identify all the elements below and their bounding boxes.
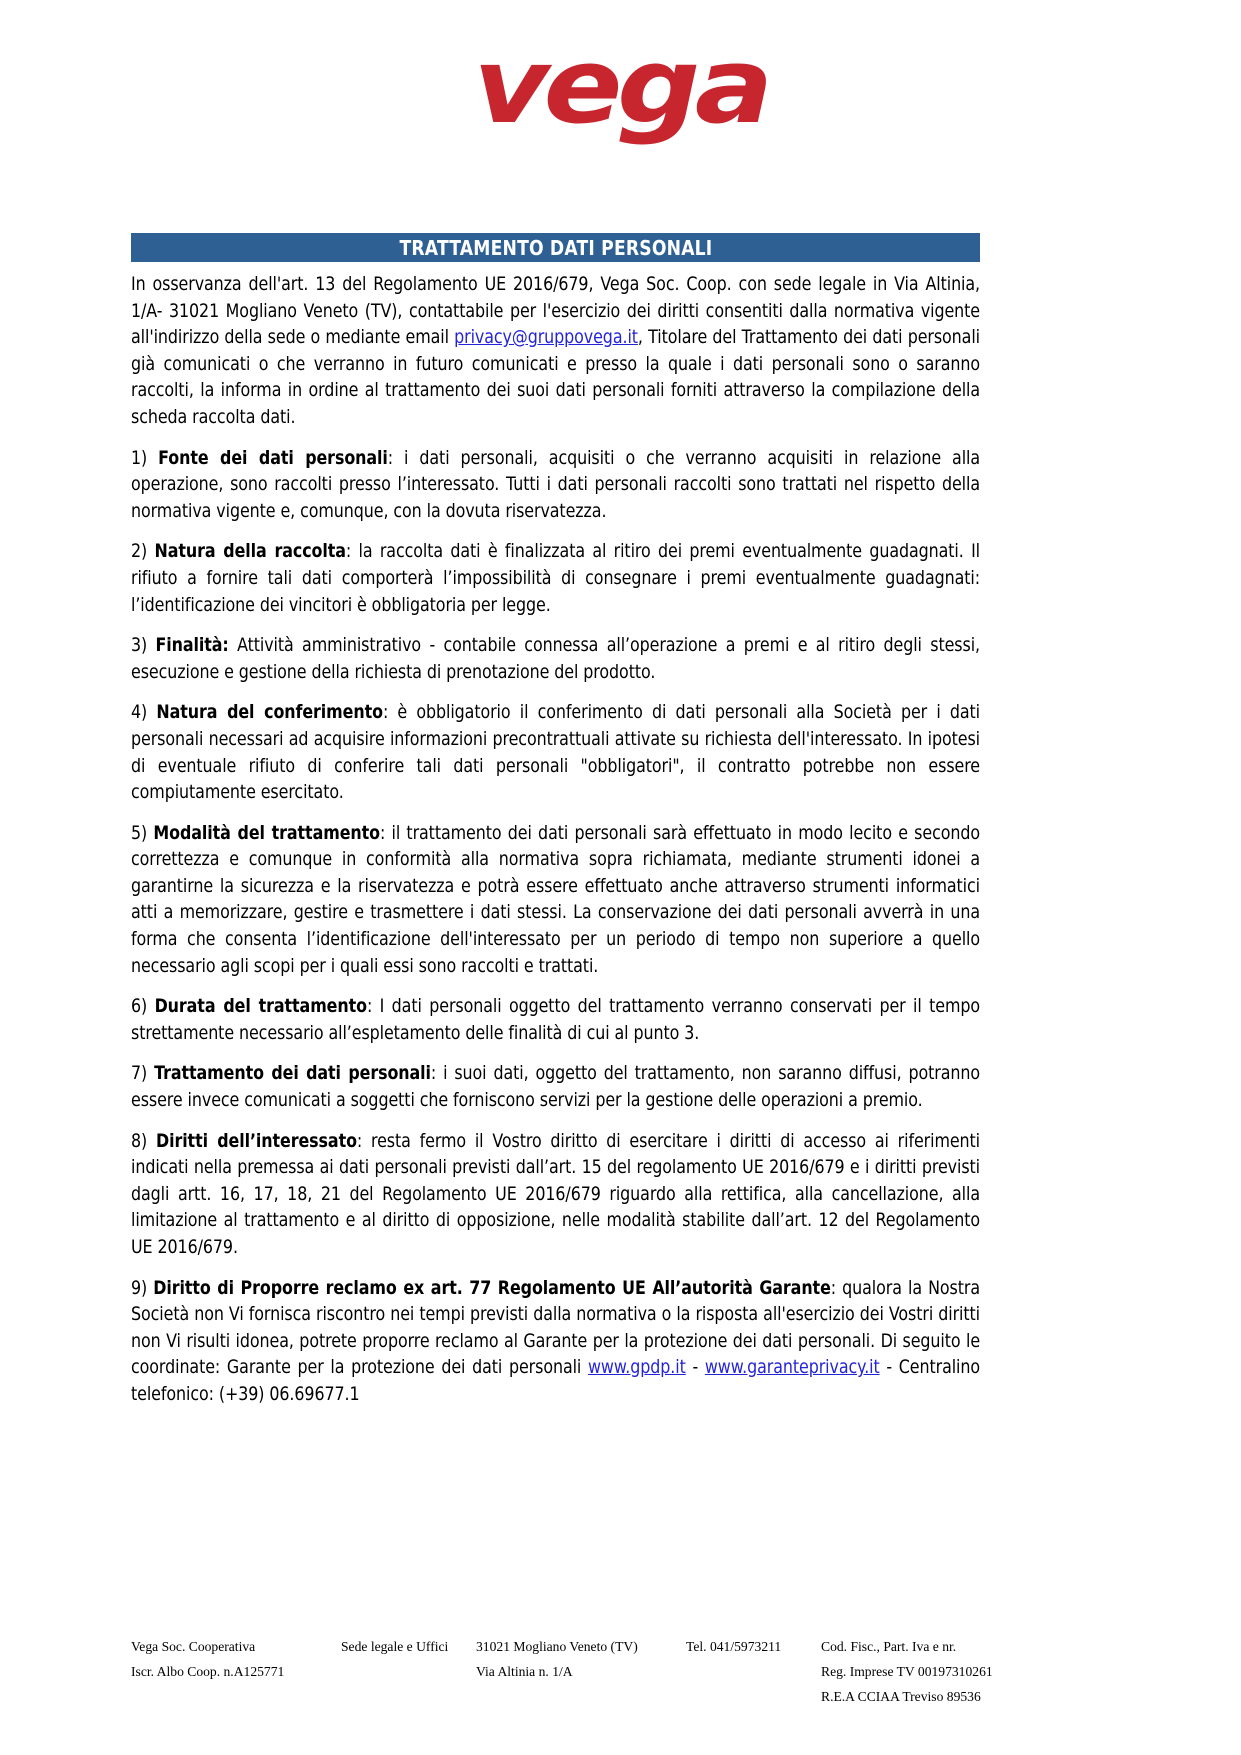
paragraph-2-number: 2) (131, 541, 155, 563)
document-footer (131, 1634, 1131, 1709)
paragraph-2-heading: Natura della raccolta (154, 541, 346, 563)
paragraph-3-heading: Finalità: (155, 635, 229, 657)
paragraph-4 (131, 700, 980, 806)
paragraph-7-heading: Trattamento dei dati personali (154, 1063, 431, 1085)
paragraph-9-number: 9) (131, 1277, 154, 1299)
paragraph-9 (131, 1276, 980, 1409)
footer-cell-street: Via Altinia n. 1/A (476, 1664, 573, 1679)
footer-cell-empty (341, 1684, 476, 1709)
footer-cell-phone: Tel. 041/5973211 (686, 1639, 782, 1654)
paragraph-8 (131, 1129, 980, 1262)
footer-cell-empty (341, 1659, 476, 1684)
document-title-banner (131, 233, 980, 262)
paragraph-7 (131, 1061, 980, 1114)
paragraph-4-heading: Natura del conferimento (156, 702, 383, 724)
footer-row (131, 1684, 1131, 1709)
paragraph-3-text: Attività amministrativo - contabile connessa all’operazione a premi e al ritiro degli stessi, esecuzione e gestione della richiesta di prenotazione del prodotto. (131, 635, 981, 683)
footer-cell-city: 31021 Mogliano Veneto (TV) (476, 1639, 638, 1654)
paragraph-5 (131, 821, 980, 981)
paragraph-intro (131, 272, 980, 432)
paragraph-8-heading: Diritti dell’interessato (155, 1130, 357, 1152)
footer-cell-empty (686, 1684, 821, 1709)
logo-wordmark: vega (473, 25, 768, 147)
paragraph-3 (131, 633, 980, 686)
paragraph-2 (131, 539, 980, 619)
paragraph-5-number: 5) (131, 822, 154, 844)
paragraph-4-number: 4) (131, 702, 157, 724)
paragraph-1 (131, 446, 980, 526)
paragraph-9-text-part1: : qualora la Nostra Società non Vi fornisca riscontro nei tempi previsti dalla normativa o la risposta all'esercizio dei Vostri diritti non Vi risulti idonea, potrete proporre reclamo al Garante per la protezione dei dati personali. Di seguito le coordinate: Garante per la protezione dei dati personali (131, 1277, 981, 1379)
paragraph-8-number: 8) (131, 1130, 156, 1152)
paragraph-6-text: : I dati personali oggetto del trattamento verranno conservati per il tempo strettamente necessario all’espletamento delle finalità di cui al punto 3. (131, 996, 981, 1044)
footer-row (131, 1659, 1131, 1684)
footer-cell-vat-label: Cod. Fisc., Part. Iva e nr. (821, 1639, 957, 1654)
footer-row (131, 1634, 1131, 1659)
page-title: TRATTAMENTO DATI PERSONALI (399, 235, 712, 260)
paragraph-1-text: : i dati personali, acquisiti o che verranno acquisiti in relazione alla operazione, sono raccolti presso l’interessato. Tutti i dati personali raccolti sono trattati nel rispetto della normativa vigente e, comunque, con la dovuta riservatezza. (131, 447, 981, 522)
paragraph-9-separator: - (685, 1357, 705, 1379)
garanteprivacy-link[interactable]: www.garanteprivacy.it (704, 1357, 880, 1379)
intro-text-part1: In osservanza dell'art. 13 del Regolamento UE 2016/679, Vega Soc. Coop. con sede legale in Via Altinia, 1/A- 31021 Mogliano Veneto (TV), contattabile per l'esercizio dei diritti consentiti dalla normativa vigente all'indirizzo della sede o mediante email (131, 274, 981, 349)
paragraph-3-number: 3) (131, 635, 156, 657)
footer-cell-empty (476, 1684, 686, 1709)
footer-cell-company-name: Vega Soc. Cooperativa (131, 1639, 256, 1654)
paragraph-9-text-part2: - Centralino telefonico: (+39) 06.69677.1 (131, 1357, 981, 1405)
paragraph-6-heading: Durata del trattamento (154, 996, 367, 1018)
privacy-email-link[interactable]: privacy@gruppovega.it (454, 327, 638, 349)
footer-cell-rea: R.E.A CCIAA Treviso 89536 (821, 1689, 981, 1704)
footer-cell-empty (686, 1659, 821, 1684)
footer-cell-offices-label: Sede legale e Uffici (341, 1639, 449, 1654)
gpdp-link[interactable]: www.gpdp.it (588, 1357, 686, 1379)
paragraph-8-text: : resta fermo il Vostro diritto di esercitare i diritti di accesso ai riferimenti indicati nella premessa ai dati personali previsti dall’art. 15 del regolamento UE 2016/679 e i diritti previsti dagli artt. 16, 17, 18, 21 del Regolamento UE 2016/679 riguardo alla rettifica, alla cancellazione, alla limitazione al trattamento e al diritto di opposizione, nelle modalità stabilite dall’art. 12 del Regolamento UE 2016/679. (131, 1130, 981, 1258)
footer-cell-empty (131, 1684, 341, 1709)
document-body (131, 272, 980, 1409)
footer-cell-coop-register: Iscr. Albo Coop. n.A125771 (131, 1664, 285, 1679)
paragraph-1-heading: Fonte dei dati personali (158, 447, 388, 469)
paragraph-7-text: : i suoi dati, oggetto del trattamento, non saranno diffusi, potranno essere invece comunicati a soggetti che forniscono servizi per la gestione delle operazioni a premio. (131, 1063, 981, 1112)
company-logo (0, 25, 1241, 147)
paragraph-4-text: : è obbligatorio il conferimento di dati personali alla Società per i dati personali necessari ad acquisire informazioni precontrattuali attivate su richiesta dell'interessato. In ipotesi di eventuale rifiuto di conferire tali dati personali "obbligatori", il contratto potrebbe non essere compiutamente esercitato. (131, 702, 981, 804)
intro-text-part2: , Titolare del Trattamento dei dati personali già comunicati o che verranno in futuro comunicati e presso la quale i dati personali sono o saranno raccolti, la informa in ordine al trattamento dei suoi dati personali forniti attraverso la compilazione della scheda raccolta dati. (131, 327, 981, 428)
paragraph-5-heading: Modalità del trattamento (153, 822, 380, 844)
paragraph-1-number: 1) (131, 447, 159, 469)
footer-table (131, 1634, 1131, 1709)
paragraph-5-text: : il trattamento dei dati personali sarà effettuato in modo lecito e secondo correttezza e comunque in conformità alla normativa sopra richiamata, mediante strumenti idonei a garantirne la sicurezza e la riservatezza e potrà essere effettuato anche attraverso strumenti informatici atti a memorizzare, gestire e trasmettere i dati stessi. La conservazione dei dati personali avverrà in una forma che consenta l’identificazione dell'interessato per un periodo di tempo non superiore a quello necessario agli scopi per i quali essi sono raccolti e trattati. (131, 822, 981, 977)
paragraph-7-number: 7) (131, 1063, 155, 1085)
paragraph-2-text: : la raccolta dati è finalizzata al ritiro dei premi eventualmente guadagnati. Il rifiuto a fornire tali dati comporterà l’impossibilità di consegnare i premi eventualmente guadagnati: l’identificazione dei vincitori è obbligatoria per legge. (131, 541, 981, 616)
footer-cell-business-register: Reg. Imprese TV 00197310261 (821, 1664, 993, 1679)
paragraph-6 (131, 994, 980, 1047)
paragraph-6-number: 6) (131, 996, 155, 1018)
paragraph-9-heading: Diritto di Proporre reclamo ex art. 77 Regolamento UE All’autorità Garante (153, 1277, 831, 1299)
